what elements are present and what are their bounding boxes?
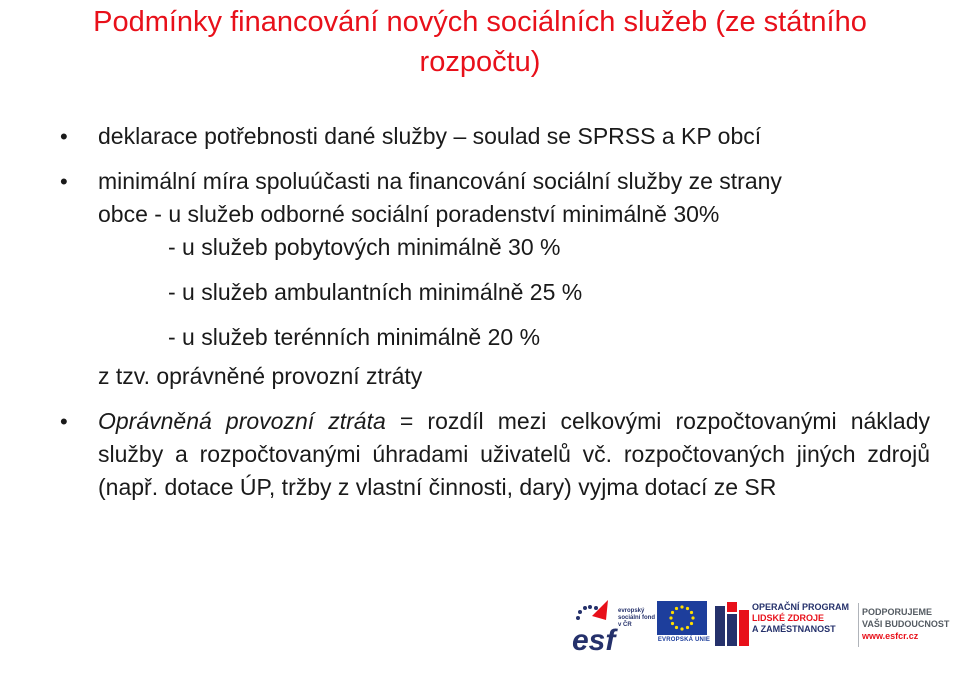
eu-flag-icon [657,601,707,635]
support-slogan [862,606,960,642]
slide-content [60,120,930,504]
eligible-loss-definition-text: = rozdíl mezi celkovými rozpočtovanými náklady služby a rozpočtovanými úhradami uživatelů vč. rozpočtovaných jiných zdrojů (např. dotace ÚP, tržby z vlastní činnosti, dary) vyjma dotací ze SR [98,408,930,500]
support-url: www.esfcr.cz [862,631,919,641]
esf-logo [570,598,656,658]
cofinancing-counseling-line: obce - u služeb odborné sociální poradenství minimálně 30% [98,201,720,227]
bullet-need-declaration: • deklarace potřebnosti dané služby – soulad se SPRSS a KP obcí [60,120,930,153]
cofinancing-outpatient-line: - u služeb ambulantních minimálně 25 % [168,279,583,305]
support-line-2: VAŠI BUDOUCNOST [862,619,950,629]
op-line-1: OPERAČNÍ PROGRAM [752,602,850,612]
cofinancing-loss-line: z tzv. oprávněné provozní ztráty [98,363,423,389]
op-employment-logo [715,600,855,656]
cofinancing-residential-line: - u služeb pobytových minimálně 30 % [168,234,561,260]
esf-subtext: evropský sociální fond v ČR [618,608,656,628]
slide-title: Podmínky financování nových sociálních služeb (ze státního rozpočtu) [93,6,867,78]
cofinancing-field-line: - u služeb terénních minimálně 20 % [168,324,541,350]
op-line-3: A ZAMĚSTNANOST [752,624,836,634]
bullet-cofinancing: • minimální míra spoluúčasti na financování sociální služby ze strany [60,165,930,198]
logo-divider [858,603,859,647]
op-line-2: LIDSKÉ ZDROJE [752,613,825,623]
op-text [752,602,862,635]
bullet-eligible-loss-definition [60,405,930,504]
svg-text:esf: esf [572,624,616,657]
support-line-1: PODPORUJEME [862,607,933,617]
op-emblem-icon [715,602,749,652]
eligible-loss-term: Oprávněná provozní ztráta [98,408,386,434]
eu-caption: EVROPSKÁ UNIE [657,637,711,643]
funding-logos [570,598,960,670]
eu-logo [657,601,711,651]
